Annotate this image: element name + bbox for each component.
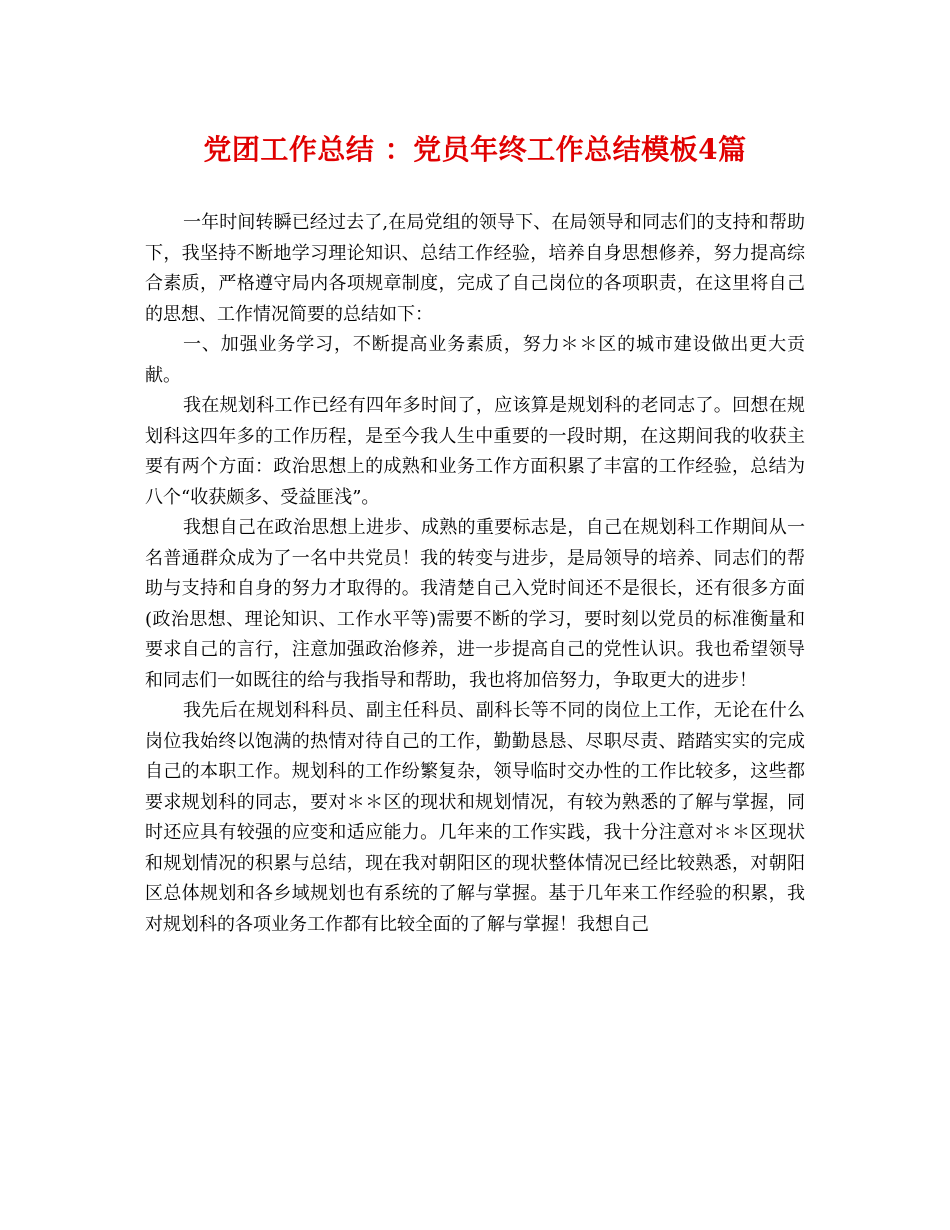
paragraph: 我先后在规划科科员、副主任科员、副科长等不同的岗位上工作，无论在什么岗位我始终以饱满的热情对待自己的工作，勤勤恳恳、尽职尽责、踏踏实实的完成自己的本职工作。规划科的工作纷繁复杂，领导临时交办性的工作比较多，这些都要求规划科的同志，要对＊＊区的现状和规划情况，有较为熟悉的了解与掌握，同时还应具有较强的应变和适应能力。几年来的工作实践，我十分注意对＊＊区现状和规划情况的积累与总结，现在我对朝阳区的现状整体情况已经比较熟悉，对朝阳区总体规划和各乡域规划也有系统的了解与掌握。基于几年来工作经验的积累，我对规划科的各项业务工作都有比较全面的了解与掌握！我想自己 bbox=[145, 700, 805, 935]
paragraph: 我想自己在政治思想上进步、成熟的重要标志是，自己在规划科工作期间从一名普通群众成为了一名中共党员！我的转变与进步，是局领导的培养、同志们的帮助与支持和自身的努力才取得的。我清楚自己入党时间还不是很长，还有很多方面(政治思想、理论知识、工作水平等)需要不断的学习，要时刻以党员的标准衡量和要求自己的言行，注意加强政治修养，进一步提高自己的党性认识。我也希望领导和同志们一如既往的给与我指导和帮助，我也将加倍努力，争取更大的进步！ bbox=[145, 517, 805, 691]
paragraph: 一、加强业务学习，不断提高业务素质，努力＊＊区的城市建设做出更大贡献。 bbox=[145, 334, 805, 386]
paragraph: 我在规划科工作已经有四年多时间了，应该算是规划科的老同志了。回想在规划科这四年多的工作历程，是至今我人生中重要的一段时期，在这期间我的收获主要有两个方面：政治思想上的成熟和业务工作方面积累了丰富的工作经验，总结为八个“收获颇多、受益匪浅”。 bbox=[145, 395, 805, 508]
document-body bbox=[145, 208, 805, 940]
paragraph: 一年时间转瞬已经过去了,在局党组的领导下、在局领导和同志们的支持和帮助下，我坚持不断地学习理论知识、总结工作经验，培养自身思想修养，努力提高综合素质，严格遵守局内各项规章制度，完成了自己岗位的各项职责，在这里将自己的思想、工作情况简要的总结如下： bbox=[145, 212, 805, 325]
document-title: 党团工作总结 ：党员年终工作总结模板4篇 bbox=[203, 133, 747, 166]
